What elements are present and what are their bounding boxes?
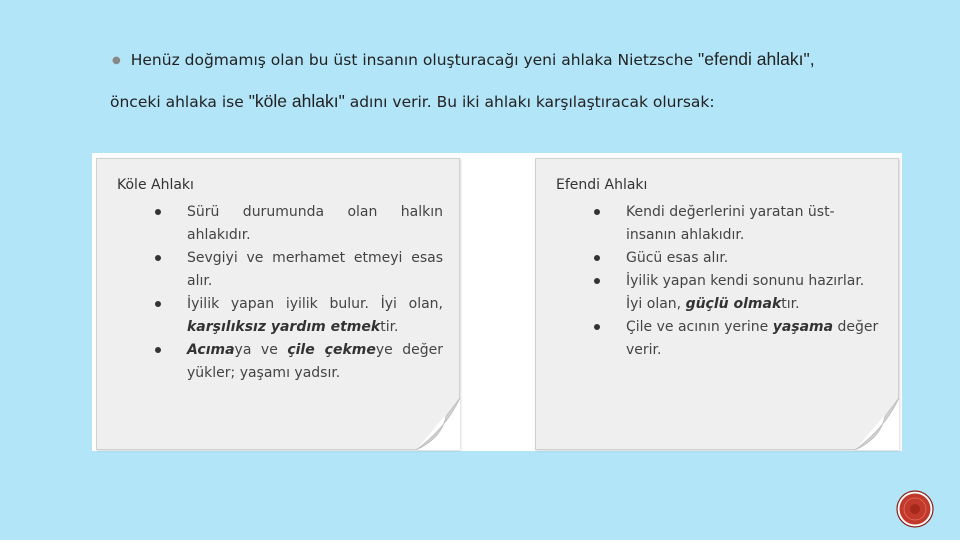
master-morality-note	[535, 158, 899, 450]
list-item-text: ya ve	[234, 342, 288, 358]
intro-line1-text: Henüz doğmamış olan bu üst insanın oluşturacağı yeni ahlaka Nietzsche	[130, 51, 699, 69]
list-item-text: Sevgiyi ve merhamet etmeyi esas alır.	[187, 250, 443, 289]
intro-paragraph	[112, 40, 912, 121]
list-item-text: İyilik yapan kendi sonunu hazırlar. İyi olan,	[626, 273, 865, 312]
list-item-text: tir.	[380, 319, 399, 335]
round-logo-icon[interactable]	[896, 490, 934, 528]
slave-morality-list	[187, 201, 443, 385]
list-item-text: ye değer yükler; yaşamı yadsır.	[187, 342, 444, 381]
master-morality-title: Efendi Ahlakı	[556, 177, 648, 193]
intro-line-1	[112, 40, 912, 82]
list-item-text: değer verir.	[626, 319, 879, 358]
intro-line2-text: önceki ahlaka ise	[110, 93, 249, 111]
slave-morality-note	[96, 158, 460, 450]
list-item-text: tır.	[781, 296, 800, 312]
list-item	[626, 201, 882, 247]
list-item	[626, 316, 882, 362]
page-curl-icon	[416, 398, 460, 450]
intro-line1-emphasis: "efendi ahlakı",	[698, 49, 815, 69]
list-item-text: İyilik yapan iyilik bulur. İyi olan,	[187, 296, 443, 312]
bullet-dot-icon: ●	[112, 55, 121, 66]
comparison-panel	[92, 153, 902, 451]
list-item-text: Sürü durumunda olan halkın ahlakıdır.	[187, 204, 443, 243]
list-item-bold-text: çile çekme	[287, 342, 376, 358]
slave-morality-title: Köle Ahlakı	[117, 177, 194, 193]
list-item-text: Kendi değerlerini yaratan üst-insanın ahlakıdır.	[626, 204, 835, 243]
list-item-text: Çile ve acının yerine	[626, 319, 773, 335]
page-curl-icon	[855, 398, 899, 450]
list-item	[187, 201, 443, 247]
intro-line-2	[110, 82, 912, 121]
list-item	[626, 247, 882, 270]
intro-line2-rest: adını verir. Bu iki ahlakı karşılaştıracak olursak:	[344, 93, 715, 111]
list-item	[187, 293, 443, 339]
list-item-bold-text: karşılıksız yardım etmek	[187, 319, 381, 335]
list-item-text: Gücü esas alır.	[626, 250, 729, 266]
intro-line2-emphasis: "köle ahlakı"	[248, 91, 345, 111]
master-morality-list	[626, 201, 882, 362]
list-item	[187, 339, 443, 385]
list-item-bold-text: yaşama	[772, 319, 834, 335]
list-item	[187, 247, 443, 293]
list-item-bold-text: güçlü olmak	[685, 296, 782, 312]
list-item-bold-text: Acıma	[187, 342, 235, 358]
list-item	[626, 270, 882, 316]
